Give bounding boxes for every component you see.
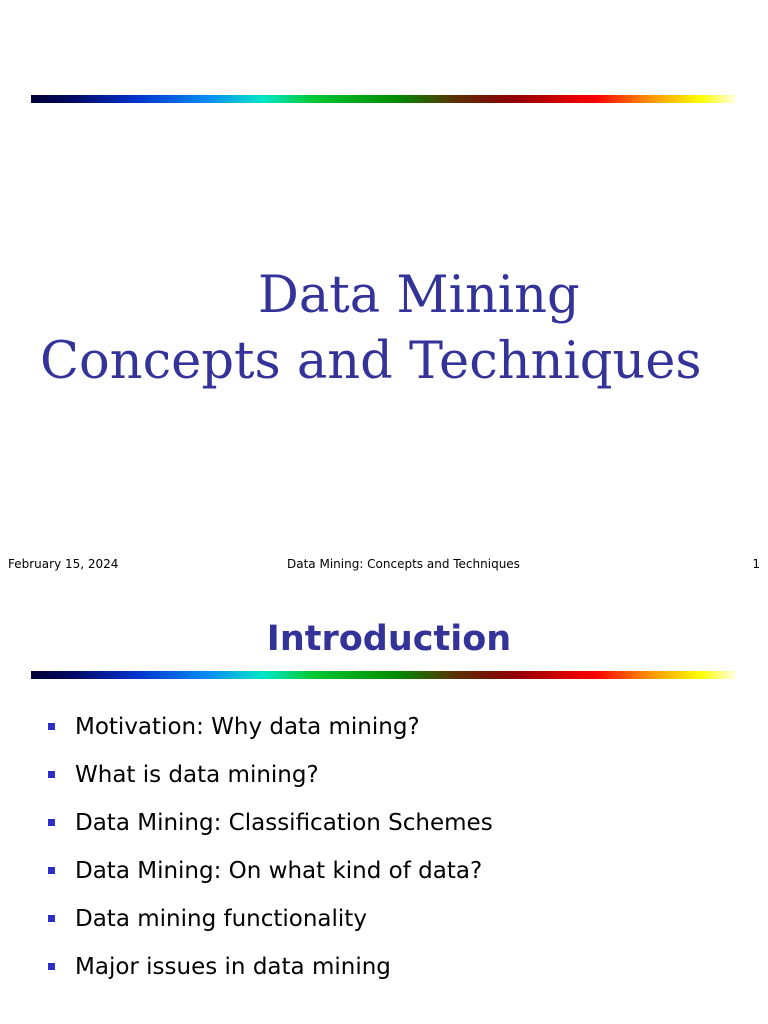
bullet-text: Motivation: Why data mining? — [75, 714, 420, 740]
footer-date: February 15, 2024 — [8, 557, 119, 571]
slide-heading: Introduction — [266, 619, 512, 659]
footer-title: Data Mining: Concepts and Techniques — [287, 557, 520, 571]
bullet-text: Major issues in data mining — [75, 954, 391, 980]
bullet-square-icon — [48, 963, 55, 970]
bullet-text: Data Mining: Classification Schemes — [75, 810, 493, 836]
page-number: 1 — [752, 557, 760, 571]
slide-title-line-2: Concepts and Techniques — [40, 332, 702, 391]
bullet-square-icon — [48, 723, 55, 730]
bullet-square-icon — [48, 771, 55, 778]
bullet-text: What is data mining? — [75, 762, 319, 788]
bullet-text: Data mining functionality — [75, 906, 367, 932]
introduction-slide — [0, 585, 768, 1024]
bullet-square-icon — [48, 915, 55, 922]
slide-title-line-1: Data Mining — [258, 266, 580, 325]
bullet-square-icon — [48, 867, 55, 874]
rainbow-divider — [31, 95, 736, 103]
rainbow-divider — [31, 671, 736, 679]
bullet-square-icon — [48, 819, 55, 826]
bullet-text: Data Mining: On what kind of data? — [75, 858, 483, 884]
